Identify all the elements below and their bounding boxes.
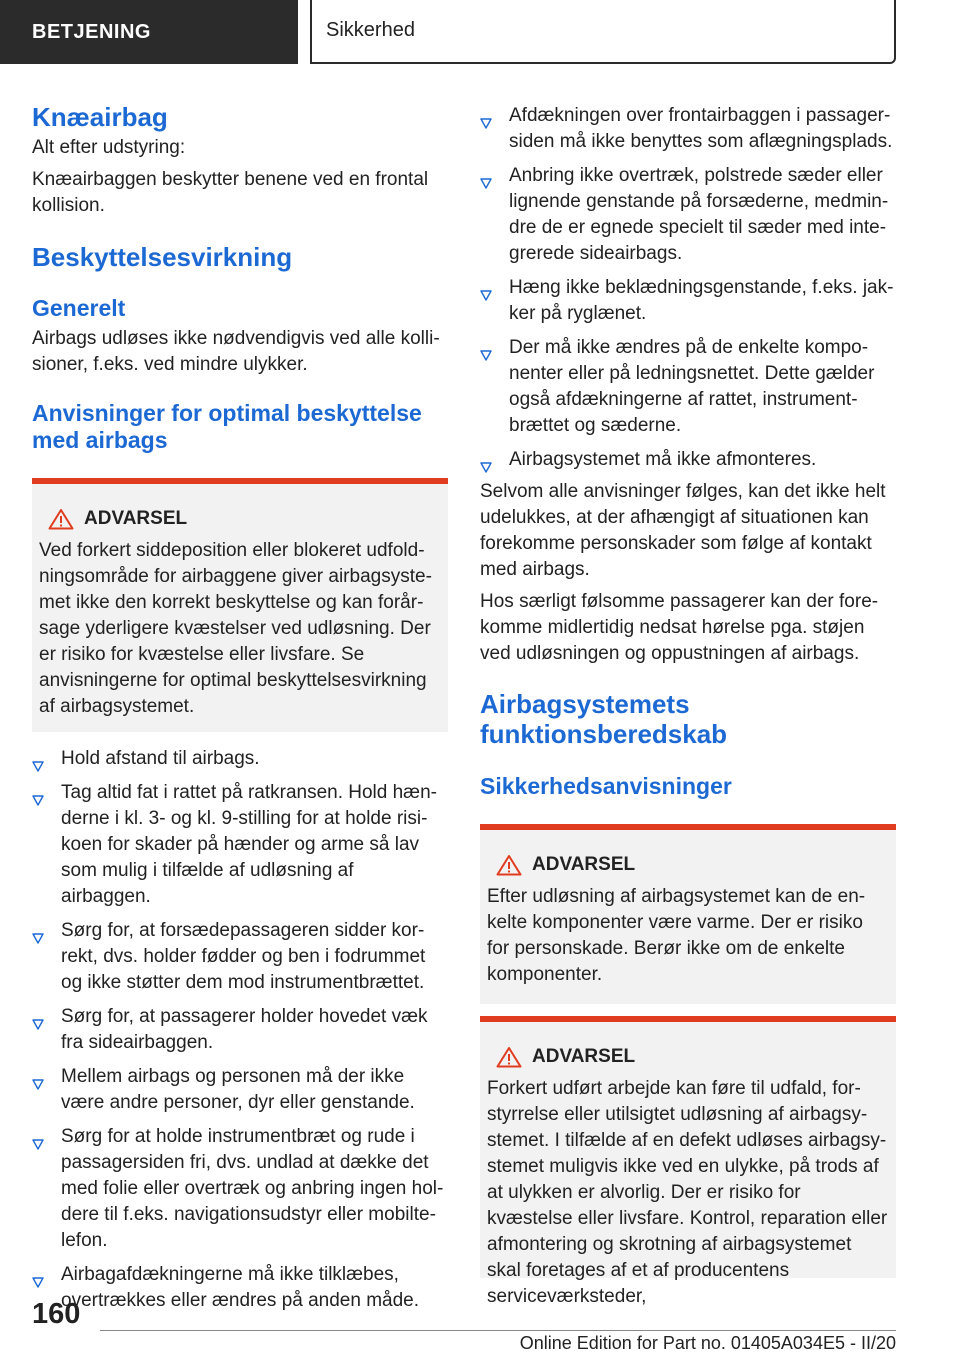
- knee-equipment-note: Alt efter udstyring:: [32, 137, 186, 158]
- list-item-text: Sørg for at holde instrumentbræt og rude i passagersiden fri, dvs. undlad at dække det med folie eller overtræk og anbring ingen holdere til f.eks. navigationsudstyr eller mobiltelefon.: [61, 1126, 444, 1251]
- triangle-bullet-icon: [32, 788, 44, 799]
- chapter-tab: BETJENING: [0, 0, 298, 64]
- right-column: [480, 103, 896, 1307]
- warning-box-1: [32, 478, 448, 732]
- list-item-text: Tag altid fat i rattet på ratkransen. Hold hænderne i kl. 3- og kl. 9-stilling for at holde risikoen for skader på hænder og arme så lav som mulig i tilfælde af udløsning af airbaggen.: [61, 782, 437, 907]
- warning-title-3: ADVARSEL: [532, 1046, 636, 1067]
- warning-box-2: [480, 824, 896, 1004]
- triangle-bullet-icon: [32, 754, 44, 765]
- warning-triangle-icon: [496, 1046, 522, 1068]
- list-item: [32, 780, 448, 910]
- triangle-bullet-icon: [32, 1270, 44, 1281]
- heading-safety: Sikkerhedsanvisninger: [480, 773, 732, 799]
- section-tab: Sikkerhed: [310, 0, 896, 64]
- warning-text-3: Forkert udført arbejde kan føre til udfald, forstyrrelse eller utilsigtet udløsning af airbagsystemet. I tilfælde af en defekt udløses airbagsystemet muligvis ikke ved en ulykke, på trods af at ulykken er alvorlig. Der er risiko for kvæstelse eller livsfare. Kontrol, reparation eller afmontering og skrotning af airbagsystemet skal foretages af et af producentens serviceværksteder,: [487, 1078, 888, 1307]
- heading-instructions: Anvisninger for optimal beskyttelse med airbags: [32, 400, 422, 453]
- list-item: [480, 163, 896, 267]
- left-column: [32, 100, 448, 1314]
- list-item: [480, 275, 896, 327]
- page-number: 160: [32, 1298, 81, 1330]
- footer-divider: [100, 1330, 896, 1331]
- list-item-text: Anbring ikke overtræk, polstrede sæder eller lignende genstande på forsæderne, medmindre de er egnede specielt til sæder med integrerede sideairbags.: [509, 165, 889, 264]
- list-item-text: Der må ikke ændres på de enkelte komponenter eller på ledningsnettet. Dette gælder også afdækningerne af rattet, instrumentbrættet og sæderne.: [509, 337, 875, 436]
- heading-readiness: Airbagsystemets funktionsberedskab: [480, 689, 728, 749]
- right-bullet-list: [480, 103, 896, 473]
- warning-title-2: ADVARSEL: [532, 854, 636, 875]
- warning-header-1: [39, 506, 440, 532]
- triangle-bullet-icon: [32, 1012, 44, 1023]
- list-item-text: Airbagsystemet må ikke afmonteres.: [509, 449, 817, 470]
- warning-triangle-icon: [48, 508, 74, 530]
- general-text: Airbags udløses ikke nødvendigvis ved alle kollisioner, f.eks. ved mindre ulykker.: [32, 328, 440, 375]
- triangle-bullet-icon: [32, 926, 44, 937]
- list-item-text: Hold afstand til airbags.: [61, 748, 260, 769]
- triangle-bullet-icon: [480, 455, 492, 466]
- list-item-text: Airbagafdækningerne må ikke tilklæbes, overtrækkes eller ændres på anden måde.: [61, 1264, 420, 1311]
- warning-box-3: [480, 1016, 896, 1307]
- list-item: [32, 1262, 448, 1314]
- triangle-bullet-icon: [480, 171, 492, 182]
- footer-edition: Online Edition for Part no. 01405A034E5 - II/20: [519, 1333, 896, 1353]
- paragraph-hearing: Hos særligt følsomme passagerer kan der forekomme midlertidig nedsat hørelse pga. støjen ved udløsningen og oppustningen af airbags.: [480, 591, 879, 664]
- triangle-bullet-icon: [480, 283, 492, 294]
- warning-text-2: Efter udløsning af airbagsystemet kan de enkelte komponenter være varme. Der er risiko for personskade. Berør ikke om de enkelte komponenter.: [487, 886, 866, 985]
- triangle-bullet-icon: [32, 1132, 44, 1143]
- heading-general: Generelt: [32, 295, 126, 321]
- list-item: [32, 746, 448, 772]
- knee-description: Knæairbaggen beskytter benene ved en frontal kollision.: [32, 169, 429, 216]
- page-header: [0, 0, 960, 66]
- triangle-bullet-icon: [480, 343, 492, 354]
- left-bullet-list: [32, 746, 448, 1314]
- list-item: [32, 1004, 448, 1056]
- warning-text-1: Ved forkert siddeposition eller blokeret udfoldningsområde for airbaggene giver airbagsystemet ikke den korrekt beskyttelse og kan forårsage yderligere kvæstelser ved udløsning. Der er risiko for kvæstelse eller livsfare. Se anvisningerne for optimal beskyttelsesvirkning af airbagsystemet.: [39, 540, 432, 717]
- warning-title-1: ADVARSEL: [84, 508, 188, 529]
- paragraph-contact: Selvom alle anvisninger følges, kan det ikke helt udelukkes, at der afhængigt af situationen kan forekomme personskader som følge af kontakt med airbags.: [480, 481, 886, 580]
- triangle-bullet-icon: [32, 1072, 44, 1083]
- list-item: [32, 918, 448, 996]
- list-item-text: Hæng ikke beklædningsgenstande, f.eks. jakker på ryglænet.: [509, 277, 894, 324]
- heading-knee-airbag: Knæairbag: [32, 102, 168, 132]
- triangle-bullet-icon: [480, 111, 492, 122]
- list-item: [32, 1124, 448, 1254]
- list-item-text: Sørg for, at forsædepassageren sidder korrekt, dvs. holder fødder og ben i fodrummet og ikke støtter dem mod instrumentbrættet.: [61, 920, 426, 993]
- list-item: [480, 103, 896, 155]
- list-item-text: Sørg for, at passagerer holder hovedet væk fra sideairbaggen.: [61, 1006, 428, 1053]
- list-item: [32, 1064, 448, 1116]
- warning-header-3: [487, 1044, 888, 1070]
- warning-triangle-icon: [496, 854, 522, 876]
- heading-protection: Beskyttelsesvirkning: [32, 242, 293, 272]
- list-item: [480, 335, 896, 439]
- warning-header-2: [487, 852, 888, 878]
- list-item: [480, 447, 896, 473]
- list-item-text: Afdækningen over frontairbaggen i passagersiden må ikke benyttes som aflægningsplads.: [509, 105, 893, 152]
- list-item-text: Mellem airbags og personen må der ikke være andre personer, dyr eller genstande.: [61, 1066, 415, 1113]
